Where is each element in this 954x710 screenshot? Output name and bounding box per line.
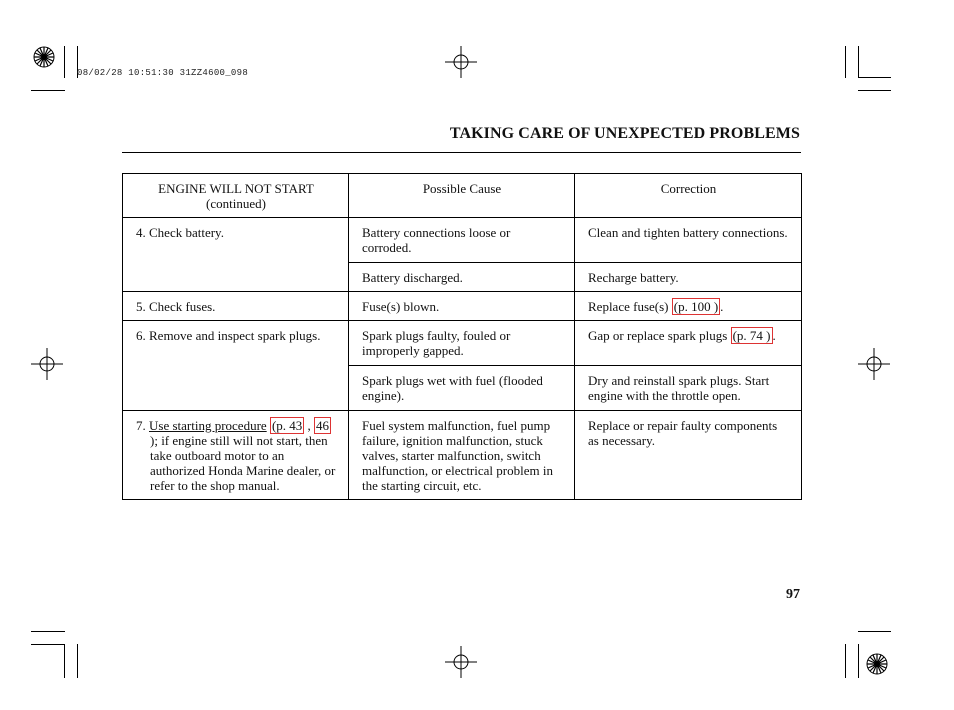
header-correction: Correction [575, 174, 802, 218]
correction-cell [575, 292, 802, 321]
crosshair-icon [445, 46, 477, 78]
title-rule [122, 152, 801, 153]
step-check-fuses: 5. Check fuses. [136, 299, 216, 314]
crop-mark [31, 631, 65, 632]
crop-mark [64, 46, 65, 78]
cause-cell: Spark plugs faulty, fouled or improperly gapped. [349, 321, 575, 366]
crop-mark [77, 644, 78, 678]
correction-cell: Recharge battery. [575, 263, 802, 292]
correction-text: Replace fuse(s) [588, 299, 672, 314]
cause-cell: Fuse(s) blown. [349, 292, 575, 321]
step-cell [123, 292, 349, 321]
crop-mark [858, 631, 891, 632]
table-row [123, 218, 802, 263]
page-ref-link[interactable]: (p. 43 [271, 418, 303, 433]
header-symptom-line1: ENGINE WILL NOT START [158, 181, 314, 196]
step-starting-procedure [136, 418, 336, 493]
table-row [123, 292, 802, 321]
crop-mark [858, 46, 859, 78]
page-ref-link[interactable]: 46 [316, 418, 330, 433]
registration-target-icon [866, 653, 888, 675]
step-cell [123, 218, 349, 292]
cause-cell: Fuel system malfunction, fuel pump failure, ignition malfunction, stuck valves, starter malfunction, switch malfunction, or electrical problem in the starting circuit, etc. [349, 411, 575, 500]
header-cause: Possible Cause [349, 174, 575, 218]
crop-mark [858, 77, 891, 78]
header-symptom-line2: (continued) [206, 196, 266, 211]
correction-cell [575, 321, 802, 366]
cause-cell: Battery discharged. [349, 263, 575, 292]
step-check-battery: 4. Check battery. [136, 225, 224, 240]
correction-cell: Clean and tighten battery connections. [575, 218, 802, 263]
step-inspect-spark-plugs: 6. Remove and inspect spark plugs. [136, 328, 321, 343]
crop-mark [845, 644, 846, 678]
punctuation: . [772, 328, 776, 343]
correction-cell: Dry and reinstall spark plugs. Start engine with the throttle open. [575, 366, 802, 411]
crosshair-icon [445, 646, 477, 678]
crosshair-icon [31, 348, 63, 380]
cause-cell: Spark plugs wet with fuel (flooded engine). [349, 366, 575, 411]
step-number: 7. [136, 418, 149, 433]
comma: , [304, 418, 311, 433]
starting-procedure-text: Use starting procedure [149, 418, 267, 433]
registration-target-icon [33, 46, 55, 68]
table-header-row [123, 174, 802, 218]
step-cell [123, 321, 349, 411]
page-number: 97 [786, 587, 800, 602]
header-symptom [123, 174, 349, 218]
section-title: TAKING CARE OF UNEXPECTED PROBLEMS [449, 125, 800, 142]
correction-cell: Replace or repair faulty components as necessary. [575, 411, 802, 500]
correction-text: Gap or replace spark plugs [588, 328, 731, 343]
page-ref-link[interactable]: (p. 74 ) [732, 328, 771, 343]
crop-mark [858, 644, 859, 678]
punctuation: . [720, 299, 724, 314]
crop-mark [64, 644, 65, 678]
print-stamp: 08/02/28 10:51:30 31ZZ4600_098 [77, 68, 249, 78]
table-row [123, 321, 802, 366]
step-cell [123, 411, 349, 500]
cause-cell: Battery connections loose or corroded. [349, 218, 575, 263]
crosshair-icon [858, 348, 890, 380]
crop-mark [845, 46, 846, 78]
crop-mark [31, 90, 65, 91]
step-text: ); if engine still will not start, then take outboard motor to an authorized Honda Marine dealer, or refer to the shop manual. [150, 433, 336, 493]
crop-mark [858, 90, 891, 91]
troubleshooting-table [122, 173, 802, 500]
page-ref-link[interactable]: (p. 100 ) [673, 299, 719, 314]
table-row [123, 411, 802, 500]
crop-mark [31, 644, 65, 645]
